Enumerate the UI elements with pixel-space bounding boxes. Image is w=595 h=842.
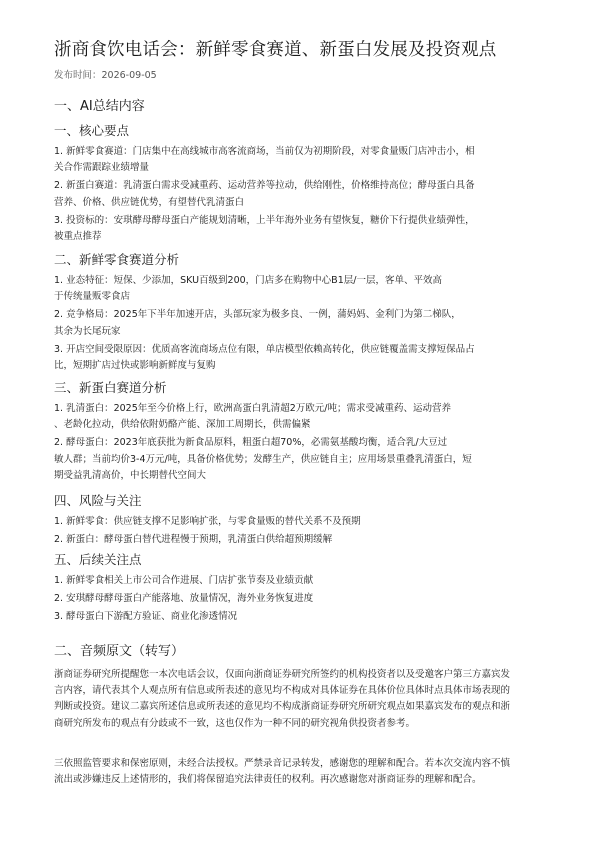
list-item: [54, 213, 546, 245]
page-title: 浙商食饮电话会：新鲜零食赛道、新蛋白发展及投资观点: [54, 40, 497, 60]
list-item: [54, 401, 546, 433]
list-item: [54, 514, 546, 530]
list-item-line: 1. 乳清蛋白：2025年至今价格上行，欧洲高蛋白乳清超2万欧元/吨；需求受减重药、运动营养: [54, 403, 452, 414]
paragraph-line: 商研究所发布的观点有分歧或不一致，这也仅作为一种不同的研究视角供投资者参考。: [54, 717, 416, 729]
list-item-line: 于传统量贩零食店: [54, 291, 131, 303]
list-item: [54, 573, 546, 589]
list-item-line: 敏人群；当前均价3-4万元/吨，具备价格优势；发酵生产，供应链自主；应用场景重叠乳清蛋白，短: [54, 453, 472, 465]
list-item-line: 2. 竞争格局：2025年下半年加速开店，头部玩家为极多良、一例，蒲妈妈、金利门为第二梯队，: [54, 309, 461, 321]
section-body-core-points: [54, 144, 546, 245]
list-item-line: 、老龄化拉动，供给依附奶酪产能、深加工周期长，供需偏紧: [54, 419, 311, 431]
audio-transcript-heading: 二、音频原文（转写）: [54, 644, 185, 659]
list-item-line: 3. 开店空间受限原因：优质高客流商场点位有限，单店模型依赖高转化，供应链覆盖需支撑短保品占: [54, 343, 475, 355]
list-item-line: 被重点推荐: [54, 231, 102, 243]
list-item: [54, 273, 546, 305]
list-item: [54, 342, 546, 374]
section-body-follow-up: [54, 573, 546, 626]
list-item: [54, 591, 546, 607]
transcript-paragraph-disclaimer: [54, 667, 546, 732]
section-heading-new-protein: 三、新蛋白赛道分析: [54, 380, 167, 395]
list-item-line: 关合作需跟踪业绩增量: [54, 162, 150, 174]
list-item-line: 3. 酵母蛋白下游配方验证、商业化渗透情况: [54, 611, 238, 623]
list-item-line: 2. 安琪酵母酵母蛋白产能落地、放量情况，海外业务恢复进度: [54, 593, 314, 605]
paragraph-line: 浙商证券研究所提醒您一本次电话会议，仅面向浙商证券研究所签约的机构投资者以及受邀客户第三方嘉宾发: [54, 669, 511, 680]
list-item: [54, 609, 546, 625]
list-item-line: 1. 业态特征：短保、少添加，SKU百级到200，门店多在购物中心B1层/一层，客单、平效高: [54, 275, 442, 286]
section-heading-core-points: 一、核心要点: [54, 123, 130, 138]
list-item-line: 1. 新鲜零食相关上市公司合作进展、门店扩张节奏及业绩贡献: [54, 575, 314, 586]
section-body-fresh-snacks: [54, 273, 546, 374]
paragraph-line: 流出或涉嫌违反上述情形的，我们将保留追究法律责任的权利。再次感谢您对浙商证券的理解和配合。: [54, 774, 482, 786]
list-item: [54, 435, 546, 484]
section-heading-fresh-snacks: 二、新鲜零食赛道分析: [54, 252, 180, 267]
list-item-line: 其余为长尾玩家: [54, 325, 121, 337]
list-item-line: 1. 新鲜零食：供应链支撑不足影响扩张，与零食量贩的替代关系不及预期: [54, 516, 361, 527]
list-item: [54, 178, 546, 210]
section-body-new-protein: [54, 401, 546, 484]
list-item: [54, 307, 546, 339]
section-body-risks: [54, 514, 546, 548]
paragraph-line: 言内容，请代表其个人观点所有信息或所表述的意见均不构成对具体证券在具体价位具体时点具体市场表现的: [54, 685, 511, 697]
list-item: [54, 144, 546, 176]
paragraph-line: 三依照监管要求和保密原则，未经合法授权。严禁录音记录转发，感谢您的理解和配合。若本次交流内容不慎: [54, 758, 511, 769]
section-heading-risks: 四、风险与关注: [54, 493, 142, 508]
list-item: [54, 532, 546, 548]
list-item-line: 2. 新蛋白赛道：乳清蛋白需求受减重药、运动营养等拉动，供给刚性，价格维持高位；酵母蛋白具备: [54, 180, 475, 192]
list-item-line: 1. 新鲜零食赛道：门店集中在高线城市高客流商场，当前仅为初期阶段，对零食量贩门店冲击小，相: [54, 146, 475, 157]
transcript-paragraph-confidentiality: [54, 756, 546, 788]
ai-summary-heading: 一、AI总结内容: [54, 99, 145, 114]
paragraph-line: 判断或投资。建议二嘉宾所述信息或所表述的意见均不构成浙商证券研究所研究观点如果嘉宾发布的观点和浙: [54, 701, 511, 713]
list-item-line: 营养、价格、供应链优势，有望替代乳清蛋白: [54, 196, 245, 208]
list-item-line: 3. 投资标的：安琪酵母酵母蛋白产能规划清晰，上半年海外业务有望恢复，糖价下行提供业绩弹性，: [54, 214, 475, 226]
publish-date: 发布时间：2026-09-05: [54, 70, 157, 81]
list-item-line: 比，短期扩店过快或影响新鲜度与复购: [54, 360, 216, 372]
list-item-line: 2. 新蛋白：酵母蛋白替代进程慢于预期，乳清蛋白供给超预期缓解: [54, 534, 333, 546]
list-item-line: 期受益乳清高价，中长期替代空间大: [54, 469, 207, 481]
section-heading-follow-up: 五、后续关注点: [54, 552, 142, 567]
list-item-line: 2. 酵母蛋白：2023年底获批为新食品原料，粗蛋白超70%，必需氨基酸均衡，适合乳/大豆过: [54, 437, 448, 449]
